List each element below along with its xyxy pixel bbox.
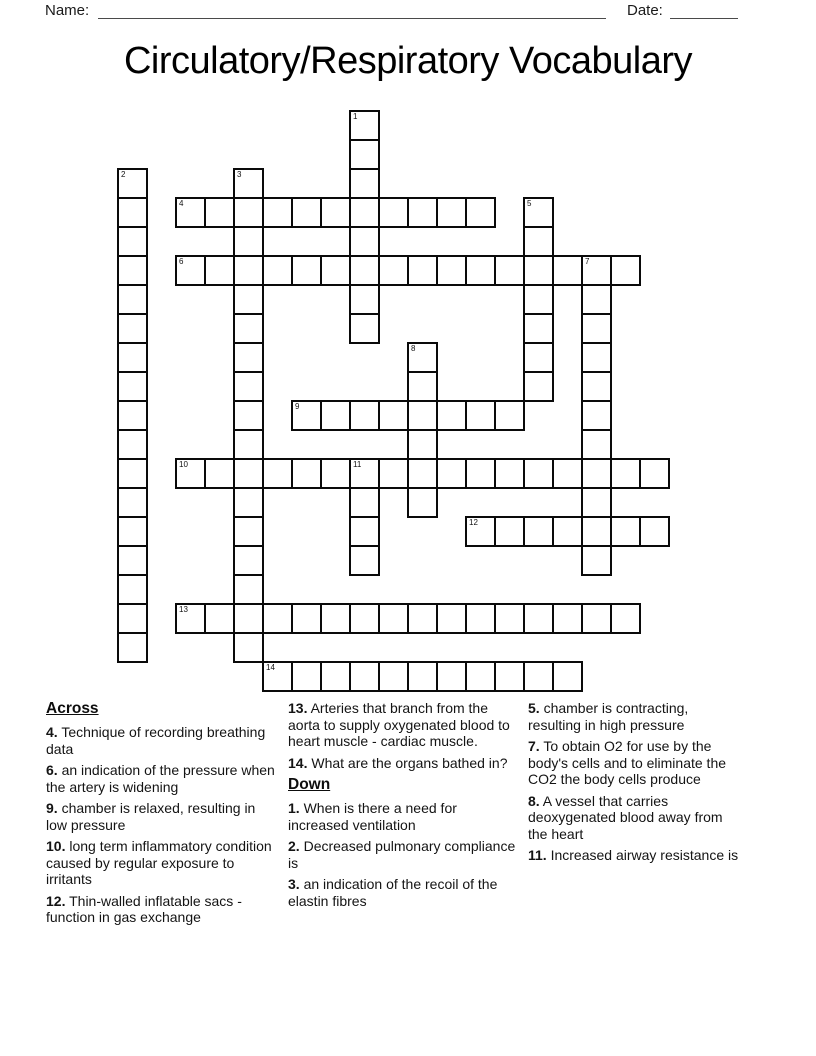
grid-cell <box>407 255 438 286</box>
grid-cell <box>465 255 496 286</box>
grid-cell <box>233 255 264 286</box>
grid-cell <box>581 371 612 402</box>
grid-cell <box>552 516 583 547</box>
grid-cell <box>291 603 322 634</box>
grid-cell <box>117 284 148 315</box>
grid-cell <box>349 400 380 431</box>
clue: 3. an indication of the recoil of the elastin fibres <box>288 876 498 909</box>
grid-cell <box>581 400 612 431</box>
clue: 2. Decreased pulmonary compliance is <box>288 838 516 871</box>
clue-number: 3. <box>288 876 300 892</box>
grid-cell <box>465 197 496 228</box>
grid-cell <box>233 516 264 547</box>
grid-cell <box>436 255 467 286</box>
cell-number: 9 <box>295 402 300 411</box>
grid-cell <box>494 400 525 431</box>
grid-cell <box>233 429 264 460</box>
grid-cell <box>523 458 554 489</box>
grid-cell <box>523 516 554 547</box>
clue-number: 2. <box>288 838 300 854</box>
grid-cell <box>465 458 496 489</box>
grid-cell <box>349 545 380 576</box>
grid-cell <box>552 255 583 286</box>
grid-cell <box>320 197 351 228</box>
grid-cell <box>349 197 380 228</box>
clue-number: 7. <box>528 738 540 754</box>
grid-cell <box>233 284 264 315</box>
grid-cell <box>436 197 467 228</box>
grid-cell <box>233 603 264 634</box>
grid-cell <box>494 458 525 489</box>
clue: 9. chamber is relaxed, resulting in low pressure <box>46 800 256 833</box>
grid-cell <box>523 661 554 692</box>
date-blank-line <box>670 0 738 19</box>
grid-cell <box>349 487 380 518</box>
clue: 13. Arteries that branch from the aorta to supply oxygenated blood to heart muscle - cardiac muscle. <box>288 700 510 749</box>
grid-cell <box>552 458 583 489</box>
grid-cell <box>349 458 380 489</box>
grid-cell <box>320 458 351 489</box>
grid-cell <box>436 603 467 634</box>
clue: 12. Thin-walled inflatable sacs - function in gas exchange <box>46 892 242 925</box>
name-label: Name: <box>45 2 90 19</box>
clue: 5. chamber is contracting, resulting in high pressure <box>528 700 689 733</box>
grid-cell <box>581 487 612 518</box>
grid-cell <box>291 661 322 692</box>
grid-cell <box>204 255 235 286</box>
clue: 4. Technique of recording breathing data <box>46 724 266 757</box>
clue-number: 1. <box>288 800 300 816</box>
grid-cell <box>117 342 148 373</box>
grid-cell <box>291 400 322 431</box>
grid-cell <box>581 284 612 315</box>
grid-cell <box>349 313 380 344</box>
grid-cell <box>233 574 264 605</box>
grid-cell <box>378 197 409 228</box>
grid-cell <box>465 661 496 692</box>
grid-cell <box>581 429 612 460</box>
clue-number: 14. <box>288 754 308 771</box>
grid-cell <box>349 255 380 286</box>
grid-cell <box>349 603 380 634</box>
grid-cell <box>262 255 293 286</box>
grid-cell <box>117 313 148 344</box>
grid-cell <box>407 342 438 373</box>
cell-number: 12 <box>469 518 478 527</box>
grid-cell <box>233 400 264 431</box>
cell-number: 8 <box>411 344 416 353</box>
grid-cell <box>378 255 409 286</box>
grid-cell <box>581 342 612 373</box>
grid-cell <box>494 255 525 286</box>
grid-cell <box>233 313 264 344</box>
grid-cell <box>233 197 264 228</box>
clue-number: 11. <box>528 847 547 863</box>
grid-cell <box>117 371 148 402</box>
grid-cell <box>349 168 380 199</box>
clue-number: 9. <box>46 800 58 816</box>
grid-cell <box>204 197 235 228</box>
grid-cell <box>581 313 612 344</box>
clue: 6. an indication of the pressure when the artery is widening <box>46 762 275 795</box>
grid-cell <box>465 603 496 634</box>
clue-column-2 <box>288 700 520 914</box>
grid-cell <box>523 313 554 344</box>
grid-cell <box>407 371 438 402</box>
clue-number: 5. <box>528 700 540 716</box>
clue-heading: Down <box>288 776 331 793</box>
grid-cell <box>349 516 380 547</box>
clue: 10. long term inflammatory condition caused by regular exposure to irritants <box>46 838 272 887</box>
grid-cell <box>117 226 148 257</box>
grid-cell <box>117 545 148 576</box>
cell-number: 14 <box>266 663 275 672</box>
grid-cell <box>407 458 438 489</box>
grid-cell <box>523 197 554 228</box>
grid-cell <box>117 632 148 663</box>
cell-number: 13 <box>179 605 188 614</box>
grid-cell <box>291 255 322 286</box>
grid-cell <box>523 226 554 257</box>
grid-cell <box>291 458 322 489</box>
grid-cell <box>436 661 467 692</box>
grid-cell <box>262 661 293 692</box>
clue-number: 10. <box>46 838 66 854</box>
grid-cell <box>175 197 206 228</box>
clue: 11. Increased airway resistance is <box>528 847 739 863</box>
clue: 8. A vessel that carries deoxygenated blood away from the heart <box>528 792 723 842</box>
grid-cell <box>291 197 322 228</box>
cell-number: 11 <box>353 460 362 469</box>
grid-cell <box>175 255 206 286</box>
grid-cell <box>436 400 467 431</box>
grid-cell <box>117 603 148 634</box>
grid-cell <box>610 516 641 547</box>
clue: 14. What are the organs bathed in? <box>288 754 508 771</box>
grid-cell <box>349 139 380 170</box>
grid-cell <box>581 516 612 547</box>
grid-cell <box>610 603 641 634</box>
grid-cell <box>407 429 438 460</box>
cell-number: 2 <box>121 170 126 179</box>
grid-cell <box>494 516 525 547</box>
grid-cell <box>320 661 351 692</box>
grid-cell <box>320 255 351 286</box>
grid-cell <box>436 458 467 489</box>
grid-cell <box>117 255 148 286</box>
grid-cell <box>233 487 264 518</box>
grid-cell <box>117 516 148 547</box>
grid-cell <box>233 545 264 576</box>
grid-cell <box>233 226 264 257</box>
grid-cell <box>494 603 525 634</box>
grid-cell <box>233 342 264 373</box>
grid-cell <box>117 400 148 431</box>
cell-number: 1 <box>353 112 358 121</box>
grid-cell <box>349 110 380 141</box>
grid-cell <box>262 603 293 634</box>
grid-cell <box>117 197 148 228</box>
clue: 7. To obtain O2 for use by the body's cells and to eliminate the CO2 the body cells produce <box>528 738 727 787</box>
grid-cell <box>117 458 148 489</box>
cell-number: 4 <box>179 199 184 208</box>
clue-heading: Across <box>46 700 99 717</box>
grid-cell <box>349 284 380 315</box>
cell-number: 3 <box>237 170 242 179</box>
grid-cell <box>349 661 380 692</box>
grid-cell <box>523 371 554 402</box>
grid-cell <box>552 603 583 634</box>
grid-cell <box>523 284 554 315</box>
grid-cell <box>523 255 554 286</box>
grid-cell <box>233 458 264 489</box>
grid-cell <box>117 574 148 605</box>
grid-cell <box>378 661 409 692</box>
crossword-grid <box>117 110 670 692</box>
grid-cell <box>407 661 438 692</box>
grid-cell <box>320 603 351 634</box>
grid-cell <box>117 168 148 199</box>
grid-cell <box>407 400 438 431</box>
clue: 1. When is there a need for increased ventilation <box>288 800 457 833</box>
grid-cell <box>610 255 641 286</box>
grid-cell <box>349 226 380 257</box>
name-blank-line <box>98 0 606 19</box>
grid-cell <box>262 458 293 489</box>
grid-cell <box>523 342 554 373</box>
grid-cell <box>581 545 612 576</box>
grid-cell <box>204 603 235 634</box>
grid-cell <box>117 429 148 460</box>
cell-number: 10 <box>179 460 188 469</box>
cell-number: 5 <box>527 199 532 208</box>
grid-cell <box>581 603 612 634</box>
cell-number: 7 <box>585 257 590 266</box>
clue-column-1 <box>46 700 276 931</box>
grid-cell <box>262 197 293 228</box>
clue-number: 8. <box>528 792 540 809</box>
grid-cell <box>581 255 612 286</box>
grid-cell <box>465 400 496 431</box>
grid-cell <box>407 487 438 518</box>
clue-number: 6. <box>46 762 58 778</box>
cell-number: 6 <box>179 257 184 266</box>
grid-cell <box>233 168 264 199</box>
grid-cell <box>204 458 235 489</box>
grid-cell <box>233 371 264 402</box>
grid-cell <box>378 400 409 431</box>
grid-cell <box>639 516 670 547</box>
clue-column-3 <box>528 700 742 869</box>
clue-number: 4. <box>46 724 58 740</box>
grid-cell <box>175 458 206 489</box>
grid-cell <box>639 458 670 489</box>
grid-cell <box>552 661 583 692</box>
grid-cell <box>465 516 496 547</box>
grid-cell <box>233 632 264 663</box>
page-title: Circulatory/Respiratory Vocabulary <box>123 40 692 82</box>
date-label: Date: <box>627 2 663 19</box>
grid-cell <box>175 603 206 634</box>
grid-cell <box>523 603 554 634</box>
grid-cell <box>407 603 438 634</box>
grid-cell <box>117 487 148 518</box>
grid-cell <box>494 661 525 692</box>
grid-cell <box>320 400 351 431</box>
clue-number: 12. <box>46 892 66 909</box>
grid-cell <box>407 197 438 228</box>
clue-number: 13. <box>288 700 308 716</box>
grid-cell <box>610 458 641 489</box>
grid-cell <box>378 458 409 489</box>
grid-cell <box>581 458 612 489</box>
grid-cell <box>378 603 409 634</box>
